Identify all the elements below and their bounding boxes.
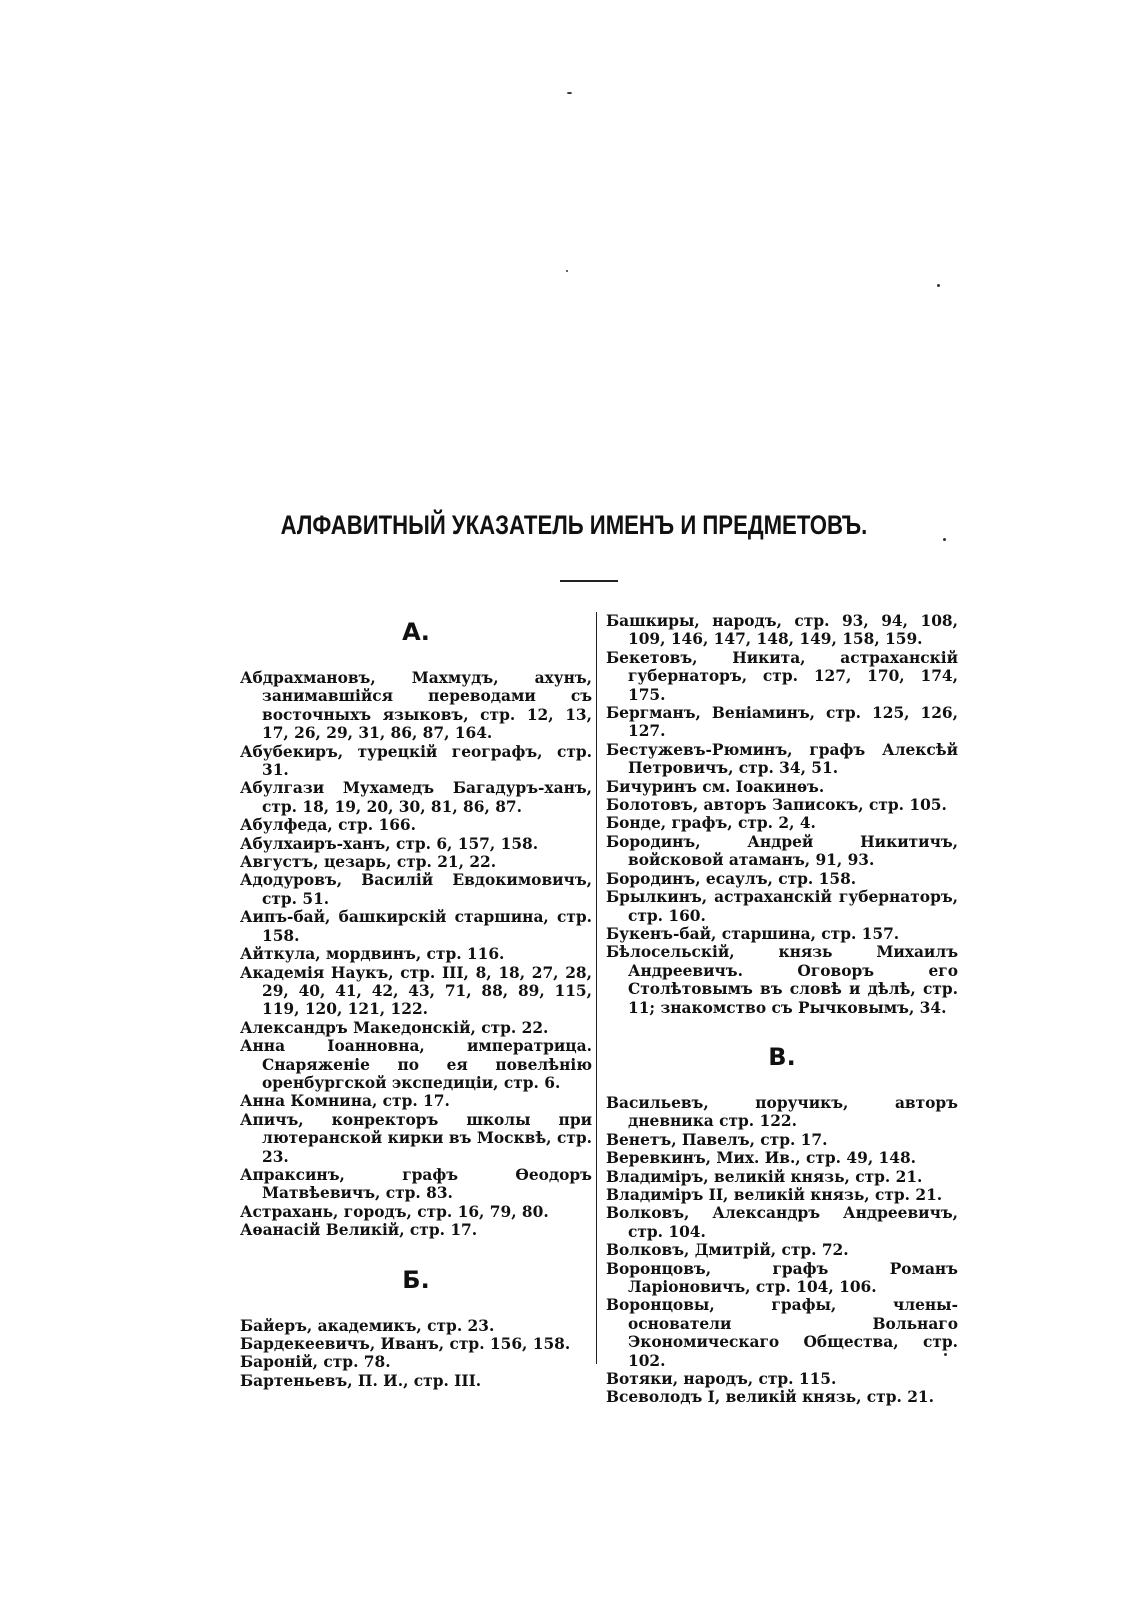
index-entry: Астрахань, городъ, стр. 16, 79, 80. [240, 1202, 549, 1221]
index-entry: Владиміръ II, великій князь, стр. 21. [606, 1185, 943, 1204]
section-letter-b: Б. [402, 1265, 430, 1294]
index-entry: Абулгази Мухамедъ Багадуръ-ханъ, стр. 18, 19, 20, 30, 81, 86, 87. [240, 779, 592, 816]
index-entry: Букенъ-бай, старшина, стр. 157. [606, 924, 900, 943]
index-entry: Бекетовъ, Никита, астраханскій губернаторъ, стр. 127, 170, 174, 175. [606, 648, 958, 704]
index-entry: Байеръ, академикъ, стр. 23. [240, 1316, 495, 1335]
index-entry: Бардекеевичъ, Иванъ, стр. 156, 158. [240, 1335, 571, 1353]
index-entry: Августъ, цезарь, стр. 21, 22. [240, 853, 497, 872]
section-letter-v: В. [768, 1042, 796, 1071]
index-entry: Вотяки, народъ, стр. 115. [606, 1370, 837, 1389]
index-column-right [606, 612, 958, 1407]
index-entry: Абубекиръ, турецкій географъ, стр. 31. [240, 742, 592, 780]
index-entry: Бонде, графъ, стр. 2, 4. [606, 814, 816, 833]
page-title: АЛФАВИТНЫЙ УКАЗАТЕЛЬ ИМЕНЪ И ПРЕДМЕТОВЪ. [280, 510, 868, 540]
index-entry: Владиміръ, великій князь, стр. 21. [606, 1167, 923, 1186]
entries-a [240, 669, 592, 1240]
title-rule [560, 580, 618, 582]
index-entry: Анна Комнина, стр. 17. [240, 1092, 450, 1111]
index-entry: Абулхаиръ-ханъ, стр. 6, 157, 158. [240, 834, 539, 853]
entries-v [606, 1094, 958, 1407]
index-entry: Всеволодъ I, великій князь, стр. 21. [606, 1388, 934, 1407]
index-entry: Бароній, стр. 78. [240, 1353, 391, 1372]
entries-b-right [606, 612, 958, 1017]
index-entry: Бартеньевъ, П. И., стр. III. [240, 1371, 482, 1390]
index-entry: Аѳанасій Великій, стр. 17. [240, 1221, 478, 1240]
index-entry: Бородинъ, Андрей Никитичъ, войсковой атаманъ, 91, 93. [606, 832, 958, 870]
index-entry: Абдрахмановъ, Махмудъ, ахунъ, занимавшійся переводами съ восточныхъ языковъ, стр. 12, 13, 17, 26, 29, 31, 86, 87, 164. [240, 669, 592, 743]
index-entry: Александръ Македонскій, стр. 22. [240, 1018, 549, 1037]
print-speck [566, 270, 568, 272]
index-entry: Айткула, мордвинъ, стр. 116. [240, 945, 505, 964]
index-entry: Анна Іоанновна, императрица. Снаряженіе по ея повелѣнію оренбургской экспедиціи, стр. 6. [240, 1037, 592, 1092]
index-entry: Бергманъ, Веніаминъ, стр. 125, 126, 127. [606, 704, 958, 741]
index-entry: Брылкинъ, астраханскій губернаторъ, стр. 160. [606, 888, 958, 925]
index-entry: Венетъ, Павелъ, стр. 17. [606, 1130, 828, 1149]
index-entry: Апичъ, конректоръ школы при лютеранской кирки въ Москвѣ, стр. 23. [240, 1110, 592, 1166]
column-divider [596, 612, 597, 1364]
index-entry: Воронцовы, графы, члены-основатели Вольнаго Экономическаго Общества, стр. 102. [606, 1296, 958, 1370]
index-column-left [240, 612, 592, 1390]
index-entry: Воронцовъ, графъ Романъ Ларіоновичъ, стр. 104, 106. [606, 1259, 958, 1296]
index-entry: Апраксинъ, графъ Ѳеодоръ Матвѣевичъ, стр. 83. [240, 1165, 592, 1203]
index-entry: Бичуринъ см. Іоакинѳъ. [606, 777, 825, 796]
index-entry: Башкиры, народъ, стр. 93, 94, 108, 109, 146, 147, 148, 149, 158, 159. [606, 612, 958, 649]
index-entry: Аипъ-бай, башкирскій старшина, стр. 158. [240, 908, 592, 945]
index-entry: Бородинъ, есаулъ, стр. 158. [606, 869, 857, 888]
index-entry: Бѣлосельскій, князь Михаилъ Андреевичъ. Оговоръ его Столѣтовымъ въ словѣ и дѣлѣ, стр. 11; знакомство съ Рычковымъ, 34. [606, 943, 958, 1017]
index-entry: Волковъ, Дмитрій, стр. 72. [606, 1241, 849, 1260]
index-entry: Волковъ, Александръ Андреевичъ, стр. 104. [606, 1204, 958, 1241]
index-entry: Академія Наукъ, стр. III, 8, 18, 27, 28, 29, 40, 41, 42, 43, 71, 88, 89, 115, 119, 120, 121, 122. [240, 963, 592, 1019]
print-speck [937, 284, 940, 287]
index-entry: Веревкинъ, Мих. Ив., стр. 49, 148. [606, 1149, 917, 1168]
section-letter-a: А. [402, 618, 430, 646]
print-speck [567, 92, 572, 94]
index-entry: Бестужевъ-Рюминъ, графъ Алексѣй Петровичъ, стр. 34, 51. [606, 740, 958, 778]
index-entry: Адодуровъ, Василій Евдокимовичъ, стр. 51. [240, 871, 592, 908]
index-entry: Васильевъ, поручикъ, авторъ дневника стр. 122. [606, 1093, 958, 1131]
entries-b-left [240, 1317, 592, 1391]
index-entry: Болотовъ, авторъ Записокъ, стр. 105. [606, 796, 947, 815]
index-entry: Абулфеда, стр. 166. [240, 816, 416, 835]
